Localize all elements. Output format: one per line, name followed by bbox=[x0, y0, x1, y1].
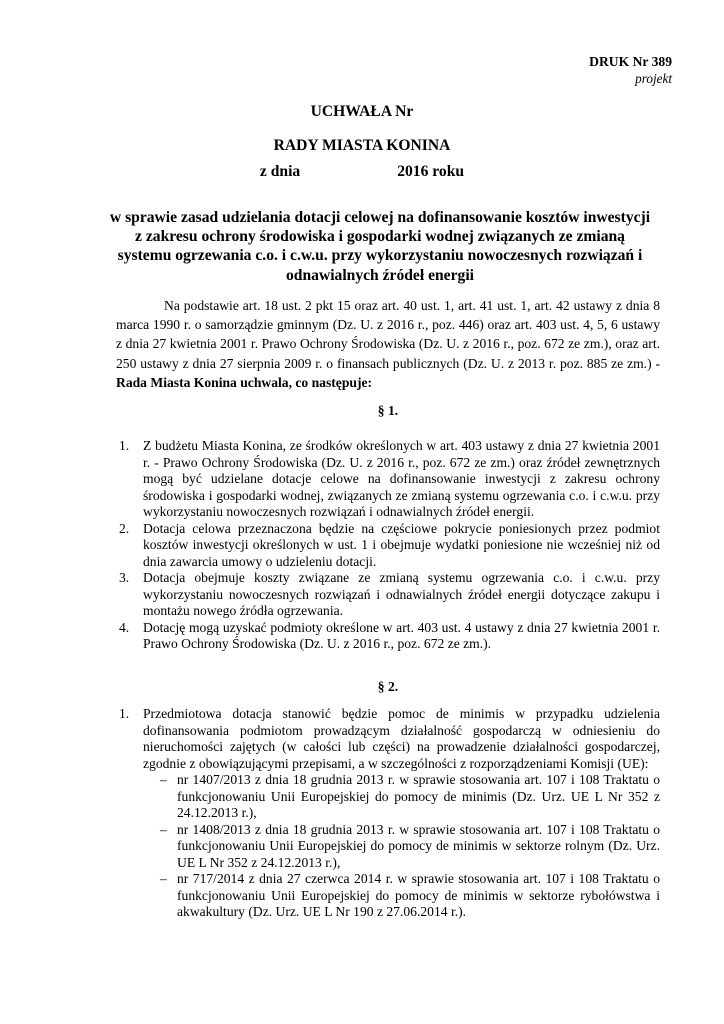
item-number: 1. bbox=[119, 706, 130, 721]
list-item bbox=[116, 438, 660, 521]
dash-bullet: – bbox=[160, 821, 167, 837]
section-1-heading: § 1. bbox=[377, 403, 399, 418]
item-text: Dotacja obejmuje koszty związane ze zmianą systemu ogrzewania c.o. i c.w.u. przy wykorzystaniu nowoczesnych rozwiązań i odnawialnych źródeł energii dotyczące zakupu i montażu nowego źródła ogrzewania. bbox=[143, 570, 660, 618]
section-1-list bbox=[116, 438, 660, 653]
dash-bullet: – bbox=[160, 871, 167, 886]
regulation-text: nr 1408/2013 z dnia 18 grudnia 2013 r. w sprawie stosowania art. 107 i 108 Traktatu o funkcjonowaniu Unii Europejskiej do pomocy de minimis w sektorze rolnym (Dz. Urz. UE L Nr 352 z 24.12.2013 r.), bbox=[177, 821, 660, 870]
list-item bbox=[116, 620, 660, 653]
item-text: Przedmiotowa dotacja stanowić będzie pomoc de minimis w przypadku udzielenia dofinansowania podmiotom prowadzącym działalność gospodarczą w odniesieniu do nieruchomości zajętych (w całości lub części) na prowadzenie działalności gospodarczej, zgodnie z obowiązującymi przepisami, a w szczególności z rozporządzeniami Komisji (UE): bbox=[143, 706, 660, 771]
preamble-text: Na podstawie art. 18 ust. 2 pkt 15 oraz art. 40 ust. 1, art. 41 ust. 1, art. 42 ustawy z dnia 8 marca 1990 r. o samorządzie gminnym (Dz. U. z 2016 r., poz. 446) oraz art. 403 ust. 4, 5, 6 ustawy z dnia 27 kwietnia 2001 r. Prawo Ochrony Środowiska (Dz. U. z 2016 r., poz. 672 ze zm.), oraz art. 250 ustawy z dnia 27 sierpnia 2009 r. o finansach publicznych (Dz. U. z 2013 r. poz. 885 ze zm.) - bbox=[116, 298, 660, 371]
section-2-list bbox=[116, 706, 660, 921]
date-suffix: 2016 roku bbox=[397, 163, 465, 180]
druk-number: DRUK Nr 389 bbox=[589, 54, 672, 69]
regulation-list bbox=[143, 772, 660, 921]
date-prefix: z dnia bbox=[259, 163, 301, 180]
list-item bbox=[116, 706, 660, 921]
print-header bbox=[589, 53, 672, 87]
list-item bbox=[116, 521, 660, 571]
item-number: 4. bbox=[119, 619, 130, 635]
draft-status: projekt bbox=[635, 71, 672, 86]
regulation-text: nr 717/2014 z dnia 27 czerwca 2014 r. w sprawie stosowania art. 107 i 108 Traktatu o funkcjonowaniu Unii Europejskiej do pomocy de minimis w sektorze rybołówstwa i akwakultury (Dz. Urz. UE L Nr 190 z 27.06.2014 r.). bbox=[177, 871, 660, 919]
resolution-subject: w sprawie zasad udzielania dotacji celowej na dofinansowanie kosztów inwestycji z zakresu ochrony środowiska i gospodarki wodnej związanych ze zmianą systemu ogrzewania c.o. i c.w.u. przy wykorzystaniu nowoczesnych rozwiązań i odnawialnych źródeł energii bbox=[109, 209, 651, 284]
preamble bbox=[116, 296, 660, 392]
dash-bullet: – bbox=[160, 772, 167, 787]
regulation-text: nr 1407/2013 z dnia 18 grudnia 2013 r. w sprawie stosowania art. 107 i 108 Traktatu o funkcjonowaniu Unii Europejskiej do pomocy de minimis (Dz. Urz. UE L Nr 352 z 24.12.2013 r.), bbox=[177, 772, 660, 820]
item-text: Dotacja celowa przeznaczona będzie na częściowe pokrycie poniesionych przez podmiot kosztów inwestycji określonych w ust. 1 i obejmuje wydatki poniesione nie wcześniej niż od dnia zawarcia umowy o udzieleniu dotacji. bbox=[143, 520, 660, 569]
list-item bbox=[116, 570, 660, 620]
item-number: 2. bbox=[119, 520, 130, 536]
item-number: 3. bbox=[119, 570, 130, 585]
regulation-item bbox=[143, 871, 660, 921]
item-number: 1. bbox=[119, 438, 130, 453]
regulation-item bbox=[143, 822, 660, 872]
resolution-title: UCHWAŁA Nr bbox=[310, 103, 414, 120]
item-text: Dotację mogą uzyskać podmioty określone w art. 403 ust. 4 ustawy z dnia 27 kwietnia 2001 r. Prawo Ochrony Środowiska (Dz. U. z 2016 r., poz. 672 ze zm.). bbox=[143, 619, 660, 651]
regulation-item bbox=[143, 772, 660, 822]
council-name: RADY MIASTA KONINA bbox=[273, 137, 451, 154]
item-text: Z budżetu Miasta Konina, ze środków określonych w art. 403 ustawy z dnia 27 kwietnia 2001 r. - Prawo Ochrony Środowiska (Dz. U. z 2016 r., poz. 672 ze zm.) oraz źródeł zewnętrznych mogą być udzielane dotacje celowe na dofinansowanie inwestycji z zakresu ochrony środowiska i gospodarki wodnej, związanych ze zmianą systemu ogrzewania c.o. i c.w.u. przy wykorzystaniu nowoczesnych rozwiązań i odnawialnych źródeł energii. bbox=[143, 438, 660, 519]
resolution-date bbox=[0, 163, 724, 181]
section-2-heading: § 2. bbox=[377, 679, 399, 694]
preamble-enacting-clause: Rada Miasta Konina uchwala, co następuje: bbox=[116, 374, 373, 390]
